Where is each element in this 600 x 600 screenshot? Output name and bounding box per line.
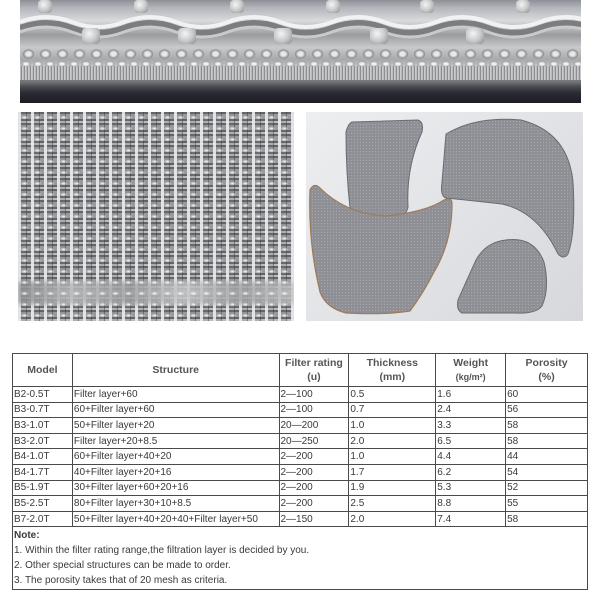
header-thickness: Thickness (mm) — [349, 354, 436, 387]
cell-thickness: 0.7 — [349, 402, 436, 418]
cell-porosity: 56 — [506, 402, 588, 418]
wire-knob — [420, 0, 434, 13]
cell-filter-rating: 2—200 — [279, 464, 349, 480]
wire-knob — [370, 28, 388, 44]
cell-filter-rating: 20—250 — [279, 433, 349, 449]
table-row — [13, 387, 588, 403]
table-row — [13, 464, 588, 480]
wire-knob — [466, 28, 484, 44]
cell-filter-rating: 2—200 — [279, 480, 349, 496]
cell-thickness: 2.0 — [349, 511, 436, 527]
wire-knob — [326, 0, 340, 13]
watermark-blur — [18, 282, 294, 304]
cell-structure: 60+Filter layer+60 — [72, 402, 279, 418]
cell-model: B2-0.5T — [13, 387, 73, 403]
filter-discs-photo — [306, 112, 583, 321]
table-row — [13, 402, 588, 418]
cell-thickness: 1.0 — [349, 449, 436, 465]
cell-model: B3-0.7T — [13, 402, 73, 418]
header-weight: Weight (kg/m²) — [436, 354, 506, 387]
cell-structure: 50+Filter layer+40+20+40+Filter layer+50 — [72, 511, 279, 527]
note-item: 2. Other special structures can be made to order. — [14, 560, 231, 572]
cell-porosity: 58 — [506, 418, 588, 434]
cell-porosity: 58 — [506, 511, 588, 527]
cell-model: B5-1.9T — [13, 480, 73, 496]
cell-porosity: 52 — [506, 480, 588, 496]
cell-weight: 5.3 — [436, 480, 506, 496]
banner-photo-mesh-cross-section — [20, 0, 581, 103]
cell-structure: 50+Filter layer+20 — [72, 418, 279, 434]
wire-knob — [178, 28, 196, 44]
cell-weight: 4.4 — [436, 449, 506, 465]
woven-mesh-photo — [18, 112, 294, 321]
header-model: Model — [13, 354, 73, 387]
cell-model: B5-2.5T — [13, 496, 73, 512]
cell-structure: 30+Filter layer+60+20+16 — [72, 480, 279, 496]
table-row — [13, 449, 588, 465]
wire-knob — [134, 0, 148, 13]
wire-knob — [274, 28, 292, 44]
cell-filter-rating: 2—100 — [279, 402, 349, 418]
note-item: 1. Within the filter rating range,the filtration layer is decided by you. — [14, 545, 310, 557]
cell-model: B3-2.0T — [13, 433, 73, 449]
cell-structure: 60+Filter layer+40+20 — [72, 449, 279, 465]
cell-porosity: 60 — [506, 387, 588, 403]
cell-weight: 8.8 — [436, 496, 506, 512]
cell-thickness: 1.7 — [349, 464, 436, 480]
cell-filter-rating: 2—150 — [279, 511, 349, 527]
cell-structure: 80+Filter layer+30+10+8.5 — [72, 496, 279, 512]
fine-filter-layer — [20, 66, 581, 80]
cell-thickness: 1.9 — [349, 480, 436, 496]
table-row — [13, 418, 588, 434]
cell-weight: 6.5 — [436, 433, 506, 449]
corrugated-layer-graphic — [20, 8, 581, 42]
cell-thickness: 2.5 — [349, 496, 436, 512]
header-filter-rating: Filter rating (u) — [279, 354, 349, 387]
note-item: 3. The porosity takes that of 20 mesh as criteria. — [14, 575, 228, 587]
cell-porosity: 58 — [506, 433, 588, 449]
header-porosity: Porosity (%) — [506, 354, 588, 387]
cell-thickness: 1.0 — [349, 418, 436, 434]
cell-weight: 3.3 — [436, 418, 506, 434]
table-header-row — [13, 354, 588, 387]
cell-filter-rating: 2—200 — [279, 496, 349, 512]
wire-knob — [516, 0, 530, 13]
cell-weight: 2.4 — [436, 402, 506, 418]
table-row — [13, 480, 588, 496]
cell-model: B3-1.0T — [13, 418, 73, 434]
cell-structure: 40+Filter layer+20+16 — [72, 464, 279, 480]
notes-cell — [13, 527, 588, 590]
cell-porosity: 54 — [506, 464, 588, 480]
wire-knob — [82, 28, 100, 44]
filter-pieces-graphic — [306, 112, 583, 321]
cell-weight: 1.6 — [436, 387, 506, 403]
cell-filter-rating: 2—100 — [279, 387, 349, 403]
cell-filter-rating: 20—200 — [279, 418, 349, 434]
cell-structure: Filter layer+20+8.5 — [72, 433, 279, 449]
cell-model: B4-1.7T — [13, 464, 73, 480]
wire-knob — [38, 0, 52, 13]
notes-title: Note: — [14, 530, 40, 542]
cell-weight: 7.4 — [436, 511, 506, 527]
table-row — [13, 511, 588, 527]
table-row — [13, 433, 588, 449]
notes-row — [13, 527, 588, 590]
cell-model: B4-1.0T — [13, 449, 73, 465]
cell-porosity: 55 — [506, 496, 588, 512]
cell-model: B7-2.0T — [13, 511, 73, 527]
cell-thickness: 0.5 — [349, 387, 436, 403]
header-structure: Structure — [72, 354, 279, 387]
cell-filter-rating: 2—200 — [279, 449, 349, 465]
table-row — [13, 496, 588, 512]
cell-thickness: 2.0 — [349, 433, 436, 449]
cell-weight: 6.2 — [436, 464, 506, 480]
cell-porosity: 44 — [506, 449, 588, 465]
spec-table — [12, 353, 588, 590]
wire-knob — [230, 0, 244, 13]
cell-structure: Filter layer+60 — [72, 387, 279, 403]
